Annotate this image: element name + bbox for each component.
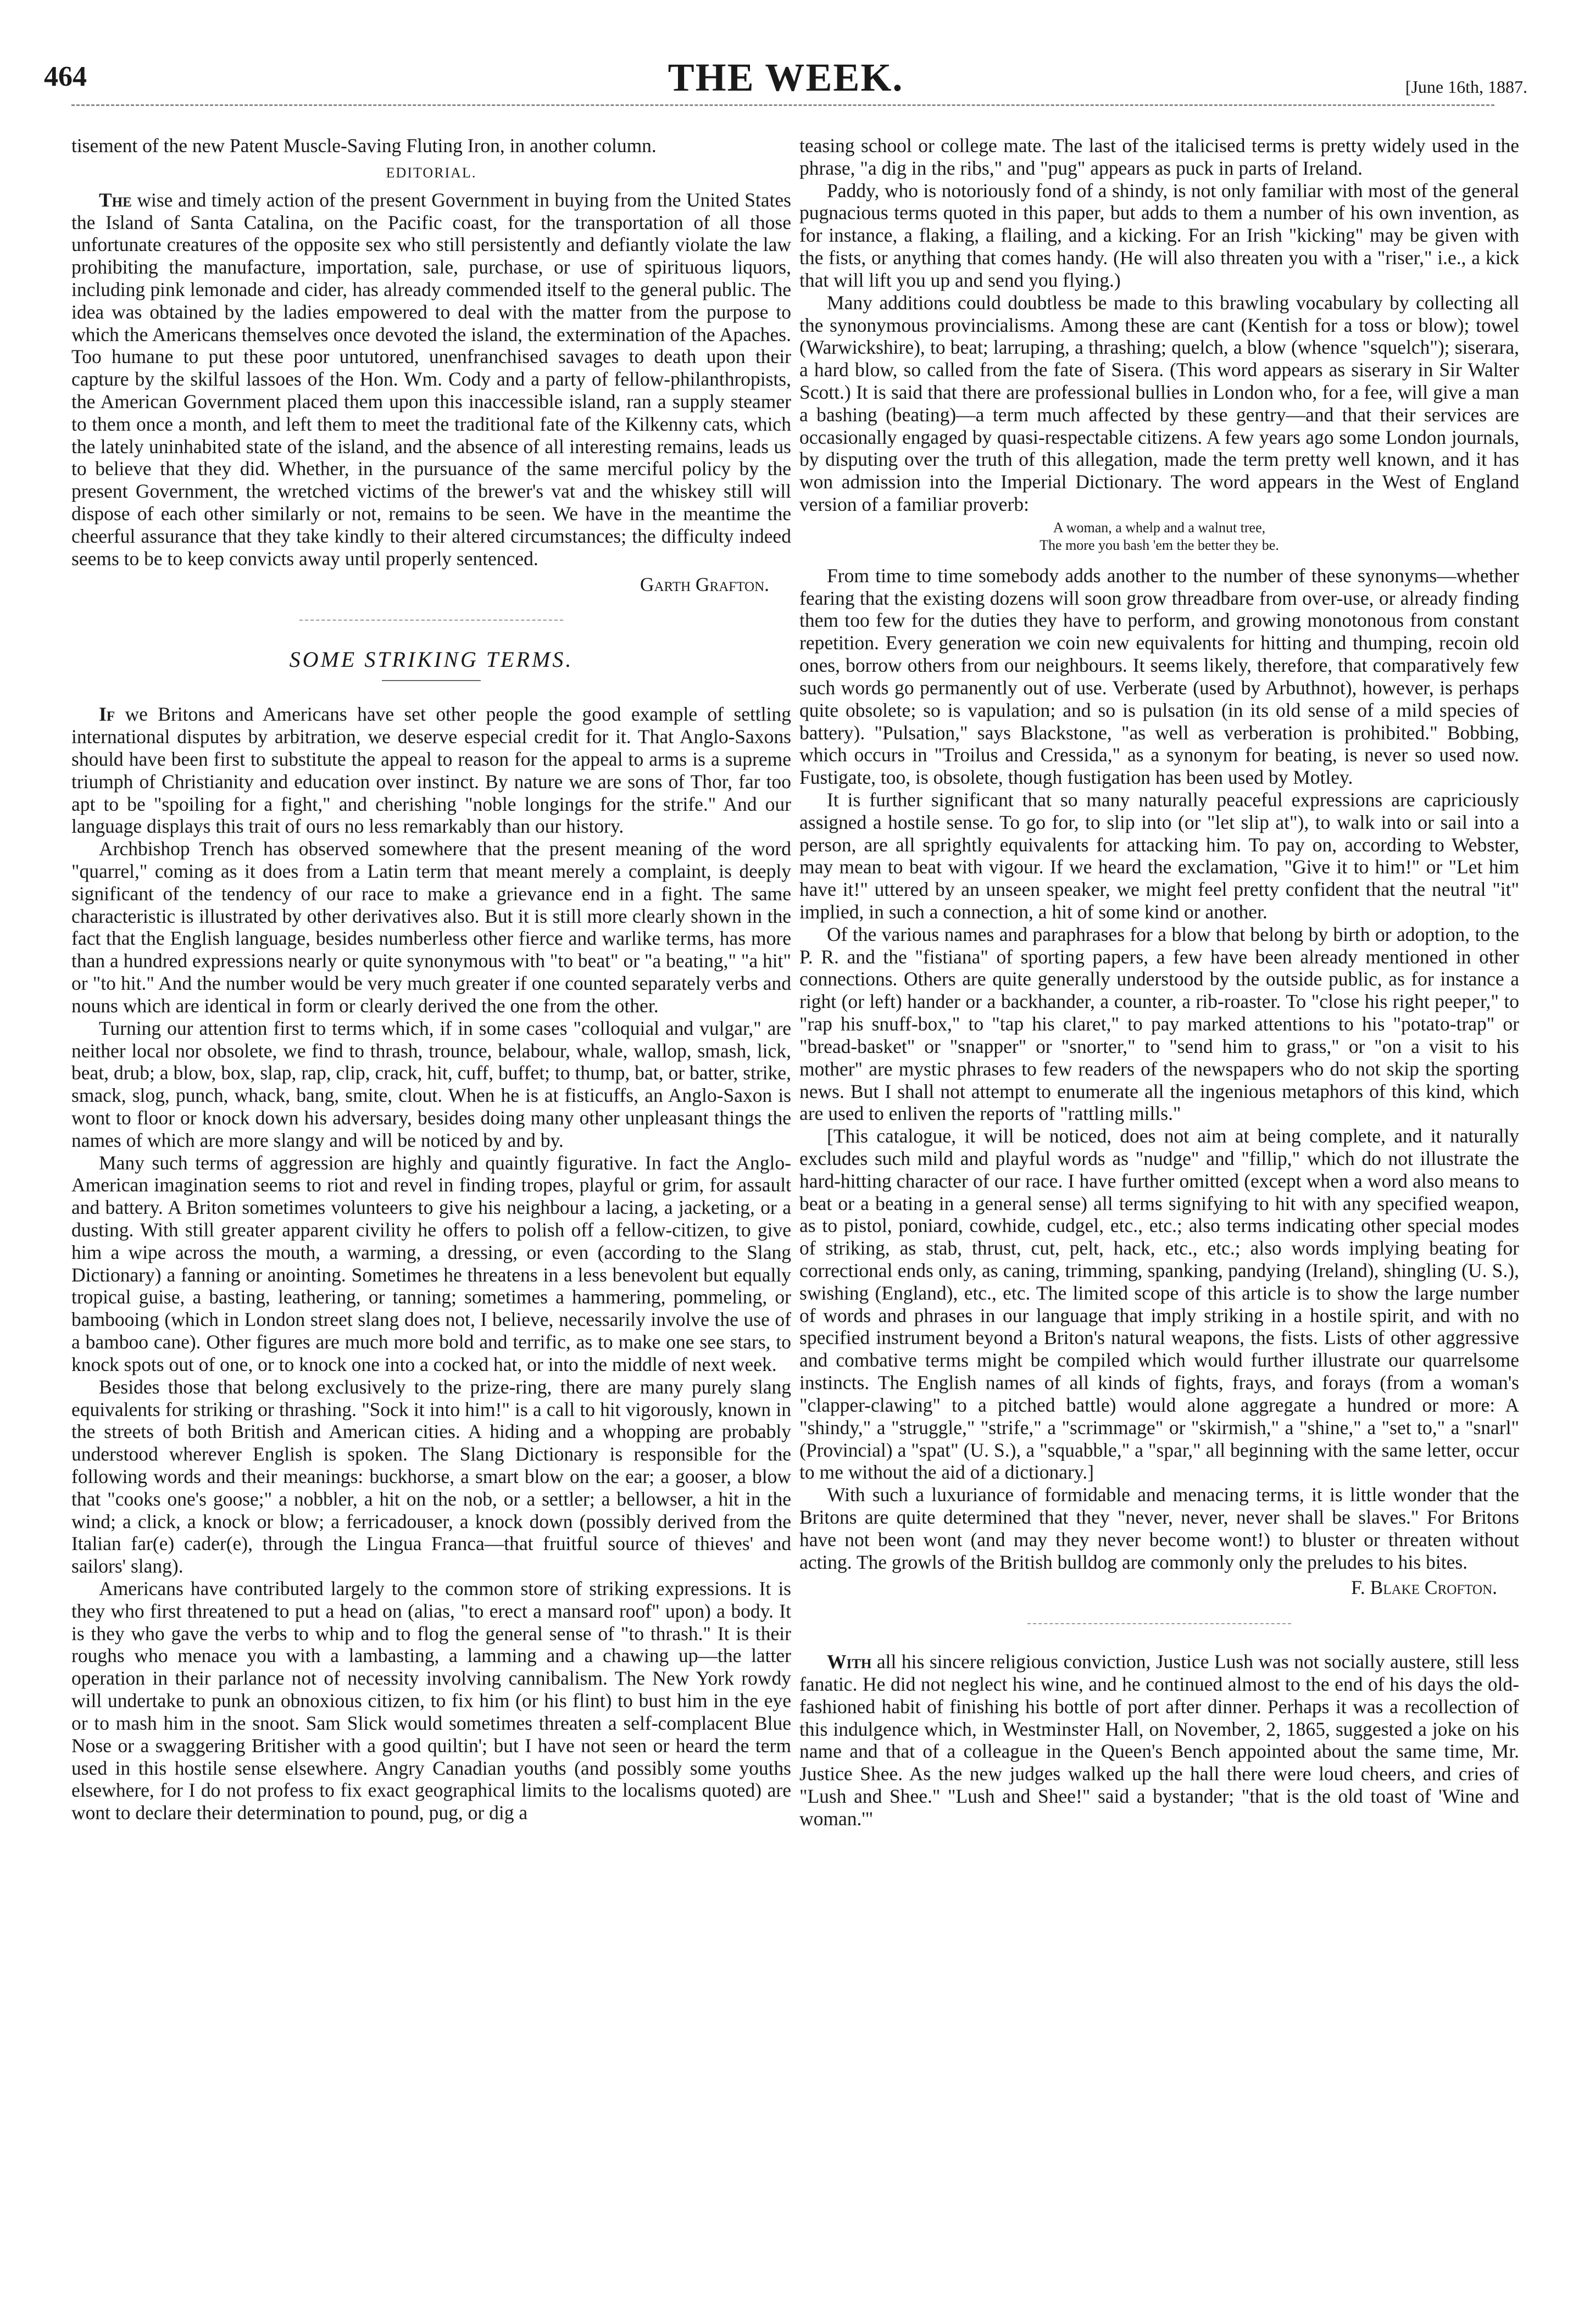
continued-paragraph: teasing school or college mate. The last of the italicised terms is pretty widely used in the phrase, "a dig in the ribs," and "pug" appears as puck in parts of Ireland. <box>799 135 1519 179</box>
article-paragraph-11: Of the various names and paraphrases for a blow that belong by birth or adoption, to the P. R. and the "fistiana" of sporting papers, a few have been already mentioned in other connections. Others are quite generally understood by the outside public, as for instance a right (or left) hander or a backhander, a counter, a rib-roaster. To "close his right peeper," to "rap his snuff-box," to "tap his claret," to pay marked attentions to his "potato-trap" or "bread-basket" or "snapper" or "snorter," to "send him to grass," or "on a visit to his mother" are mystic phrases to few readers of the newspapers who do not skip the sporting news. But I shall not attempt to enumerate all the ingenious metaphors of this kind, which are used to enliven the reports of "rattling mills." <box>799 923 1519 1125</box>
lush-paragraph <box>799 1651 1519 1830</box>
masthead-rule <box>71 104 1494 106</box>
verse-line-2: The more you bash 'em the better they be. <box>1040 537 1279 554</box>
verse-line-1: A woman, a whelp and a walnut tree, <box>1053 519 1266 536</box>
article-paragraph-13: With such a luxuriance of formidable and menacing terms, it is little wonder that the Britons are quite determined that they "never, never, never shall be slaves." For Britons have not been wont (and may they never become wont!) to bluster or threaten without acting. The growls of the British bulldog are commonly only the preludes to his bites. <box>799 1484 1519 1573</box>
right-column <box>799 135 1519 1830</box>
article-paragraph-4: Many such terms of aggression are highly and quaintly figurative. In fact the Anglo-American imagination seems to riot and revel in finding tropes, playful or grim, for assault and battery. A Briton sometimes volunteers to give his neighbour a lacing, a jacketing, or a dusting. With still greater apparent civility he offers to polish off a fellow-citizen, to give him a wipe across the mouth, a warming, a dressing, or even (according to the Slang Dictionary) a fanning or anointing. Sometimes he threatens in a less benevolent but equally tropical guise, a basting, leathering, or tanning; sometimes a hammering, pommeling, or bambooing (which in London street slang does not, I believe, necessarily involve the use of a bamboo cane). Other figures are much more bold and terrific, as to make one see stars, to knock spots out of one, or to knock one into a cocked hat, or into the middle of next week. <box>71 1151 791 1375</box>
editorial-text: wise and timely action of the present Government in buying from the United States the Island of Santa Catalina, on the Pacific coast, for the transportation of all those unfortunate creatures of the opposite sex who still persistently and defiantly violate the law prohibiting the manufacture, importation, sale, purchase, or use of spirituous liquors, including pink lemonade and cider, has already commended itself to the general public. The idea was obtained by the ladies empowered to deal with the matter from the purpose to which the Americans themselves once devoted the island, the extermination of the Apaches. Too humane to put these poor untutored, unenfranchised savages to death upon their capture by the skilful lassoes of the Hon. Wm. Cody and a party of fellow-philanthropists, the American Government placed them upon this inaccessible island, ran a supply steamer to them once a month, and left them to meet the traditional fate of the Kilkenny cats, which the lately uninhabited state of the island, and the absence of all interesting remains, leads us to believe that they did. Whether, in the pursuance of the same merciful policy by the present Government, the wretched victims of the brewer's vat and the whiskey still will dispose of each other similarly or not, remains to be seen. We have in the meantime the cheerful assurance that they take kindly to their altered circumstances; the difficulty indeed seems to be to keep convicts away until properly sentenced. <box>71 188 791 570</box>
article-paragraph-9: From time to time somebody adds another to the number of these synonyms—whether fearing that the existing dozens will soon grow threadbare from over-use, or already finding them too few for the duties they have to perform, and growing monotonous from constant repetition. Every generation we coin new equivalents for hitting and thumping, recoin old ones, borrow others from our neighbours. It seems likely, therefore, that comparatively few such words go permanently out of use. Verberate (used by Arbuthnot), however, is perhaps quite obsolete; so is vapulation; and so is pulsation (in its old sense of a mild species of battery). "Pulsation," says Blackstone, "as well as verberation is prohibited." Bobbing, which occurs in "Troilus and Cressida," as a synonym for beating, is never so used now. Fustigate, too, is obsolete, though fustigation has been used by Motley. <box>799 564 1519 789</box>
editorial-label: EDITORIAL. <box>386 164 477 181</box>
article-paragraph-12: [This catalogue, it will be noticed, does not aim at being complete, and it naturally excludes such mild and playful words as "nudge" and "fillip," which do not illustrate the hard-hitting character of our race. I have further omitted (except when a word also means to beat or a beating in a general sense) all terms signifying to hit with any specified weapon, as to pistol, poniard, cowhide, cudgel, etc., etc.; also terms indicating other special modes of striking, as stab, thrust, cut, pelt, hack, etc., etc.; also words implying beating for correctional ends only, as caning, trimming, spanking, pandying (Ireland), shingling (U. S.), swishing (England), etc., etc. The limited scope of this article is to show the large number of words and phrases in our language that imply striking in a hostile spirit, and with no specified instrument beyond a Briton's natural weapons, the fists. Lists of other aggressive and combative terms might be compiled which would further illustrate our quarrelsome instincts. The English names of all kinds of fights, frays, and forays (from a woman's "clapper-clawing" to a pitched battle) would alone aggregate a hundred or more: A "shindy," a "struggle," "strife," a "scrimmage" or "skirmish," a "shine," a "set to," a "snarl" (Provincial) a "spat" (U. S.), a "squabble," a "spar," all beginning with the same letter, occur to me without the aid of a dictionary.] <box>799 1125 1519 1484</box>
article-paragraph-8: Many additions could doubtless be made to this brawling vocabulary by collecting all the synonymous provincialisms. Among these are cant (Kentish for a toss or blow); towel (Warwickshire), to beat; larruping, a thrashing; quelch, a blow (whence "squelch"); siserara, a hard blow, so called from the fate of Sisera. (This word appears as siserary in Sir Walter Scott.) It is said that there are professional bullies in London who, for a fee, will give a man a bashing (beating)—a term much affected by these gentry—and that their services are occasionally engaged by quasi-respectable citizens. A few years ago some London journals, by disputing over the truth of this allegation, made the term pretty well known, and it has won admission into the Imperial Dictionary. The word appears in the West of England version of a familiar proverb: <box>799 291 1519 515</box>
article-paragraph-1-text: we Britons and Americans have set other people the good example of settling international disputes by arbitration, we deserve especial credit for it. That Anglo-Saxons should have been first to substitute the appeal to reason for the appeal to arms is a supreme triumph of Christianity and education over instinct. By nature we are sons of Thor, far too apt to be "spoiling for a fight," and cherishing "noble longings for the strife." And our language displays this trait of ours no less remarkably than our history. <box>71 703 791 838</box>
section-divider-2 <box>1027 1623 1291 1624</box>
article-paragraph-10: It is further significant that so many naturally peaceful expressions are capriciously assigned a hostile sense. To go for, to slip into (or "let slip at"), to walk into or sail into a person, are all sprightly equivalents for attacking him. To pay on, according to Webster, may mean to beat with vigour. If we heard the exclamation, "Give it to him!" or "Let him have it!" uttered by an unseen speaker, we might feel pretty confident that the neutral "it" implied, in such a connection, a hit of some kind or another. <box>799 788 1519 923</box>
journal-title: THE WEEK. <box>668 55 904 99</box>
article-paragraph-3: Turning our attention first to terms which, if in some cases "colloquial and vulgar," are neither local nor obsolete, we find to thrash, trounce, belabour, whale, wallop, smash, lick, beat, drub; a blow, box, slap, rap, clip, crack, hit, cuff, buffet; to thump, bat, or batter, strike, smack, slog, punch, whack, bang, smite, clout. When he is at fisticuffs, an Anglo-Saxon is wont to floor or knock down his adversary, besides doing many other unpleasant things the names of which are more slangy and will be noticed by and by. <box>71 1017 791 1151</box>
article-title: SOME STRIKING TERMS. <box>289 647 574 672</box>
editorial-paragraph <box>71 189 791 570</box>
article-dropcap: If <box>99 703 115 726</box>
carryover-paragraph: tisement of the new Patent Muscle-Saving Fluting Iron, in another column. <box>71 135 657 157</box>
lush-text: all his sincere religious conviction, Justice Lush was not socially austere, still less fanatic. He did not neglect his wine, and he continued almost to the end of his days the old-fashioned habit of finishing his bottle of port after dinner. Perhaps it was a recollection of this indulgence which, in Westminster Hall, on November, 2, 1865, suggested a joke on his name and that of a colleague in the Queen's Bench appointed about the same time, Mr. Justice Shee. As the new judges walked up the hall there were loud cheers, and cries of "Lush and Shee." "Lush and Shee!" said a bystander; "that is the old toast of 'Wine and woman.'" <box>799 1651 1519 1830</box>
left-column <box>71 135 791 1824</box>
editorial-dropcap: The <box>99 188 132 211</box>
article-paragraph-1 <box>71 703 791 838</box>
lush-dropcap: With <box>827 1651 872 1673</box>
section-divider <box>299 620 563 621</box>
title-underline <box>382 680 481 681</box>
article-paragraph-5: Besides those that belong exclusively to the prize-ring, there are many purely slang equivalents for striking or thrashing. "Sock it into him!" is a call to hit vigorously, known in the streets of both British and American cities. A hiding and a whopping are probably understood wherever English is spoken. The Slang Dictionary is responsible for the following words and their meanings: buckhorse, a smart blow on the ear; a gooser, a blow that "cooks one's goose;" a nobbler, a hit on the nob, or a settler; a bellowser, a hit in the wind; a click, a knock or blow; a ferricadouser, a knock down (possibly derived from the Italian far(e) cader(e), through the Lingua Franca—that fruitful source of thieves' and sailors' slang). <box>71 1375 791 1578</box>
article-paragraph-2: Archbishop Trench has observed somewhere that the present meaning of the word "quarrel," coming as it does from a Latin term that meant merely a complaint, is deeply significant of the tendency of our race to make a grievance end in a fight. The same characteristic is illustrated by other derivatives also. But it is still more clearly shown in the fact that the English language, besides numberless other fierce and warlike terms, has more than a hundred expressions nearly or quite synonymous with "to beat" or "a beating," "a hit" or "to hit." And the number would be very much greater if one counted separately verbs and nouns which are identical in form or clearly derived the one from the other. <box>71 838 791 1017</box>
article-paragraph-7: Paddy, who is notoriously fond of a shindy, is not only familiar with most of the general pugnacious terms quoted in this paper, but adds to them a number of his own invention, as for instance, a flaking, a flailing, and a kicking. For an Irish "kicking" may be given with the fists, or anything that comes handy. (He will also threaten you with a "riser," i.e., a kick that will lift you up and send you flying.) <box>799 179 1519 291</box>
editorial-signature: Garth Grafton. <box>640 573 769 595</box>
page-number: 464 <box>44 61 87 92</box>
proverb-verse <box>799 519 1519 555</box>
issue-date: [June 16th, 1887. <box>1405 77 1527 97</box>
article-paragraph-6: Americans have contributed largely to the common store of striking expressions. It is they who first threatened to put a head on (alias, "to erect a mansard roof" upon) a body. It is they who gave the verbs to whip and to flog the general sense of "to thrash." It is their roughs who menace you with a lambasting, a lamming and a chawing up—the latter operation in their parlance not of necessity involving cannibalism. The New York rowdy will undertake to punk an obnoxious citizen, to fix him (or his flint) to bust him in the eye or to mash him in the snoot. Sam Slick would sometimes threaten a self-complacent Blue Nose or a swaggering Britisher with a good quiltin'; but I have not seen or heard the term used in this hostile sense elsewhere. Angry Canadian youths (and possibly some youths elsewhere, for I do not profess to fix exact geographical limits to the localisms quoted) are wont to declare their determination to pound, pug, or dig a <box>71 1578 791 1824</box>
article-signature: F. Blake Crofton. <box>1351 1576 1497 1599</box>
masthead <box>44 55 1527 121</box>
